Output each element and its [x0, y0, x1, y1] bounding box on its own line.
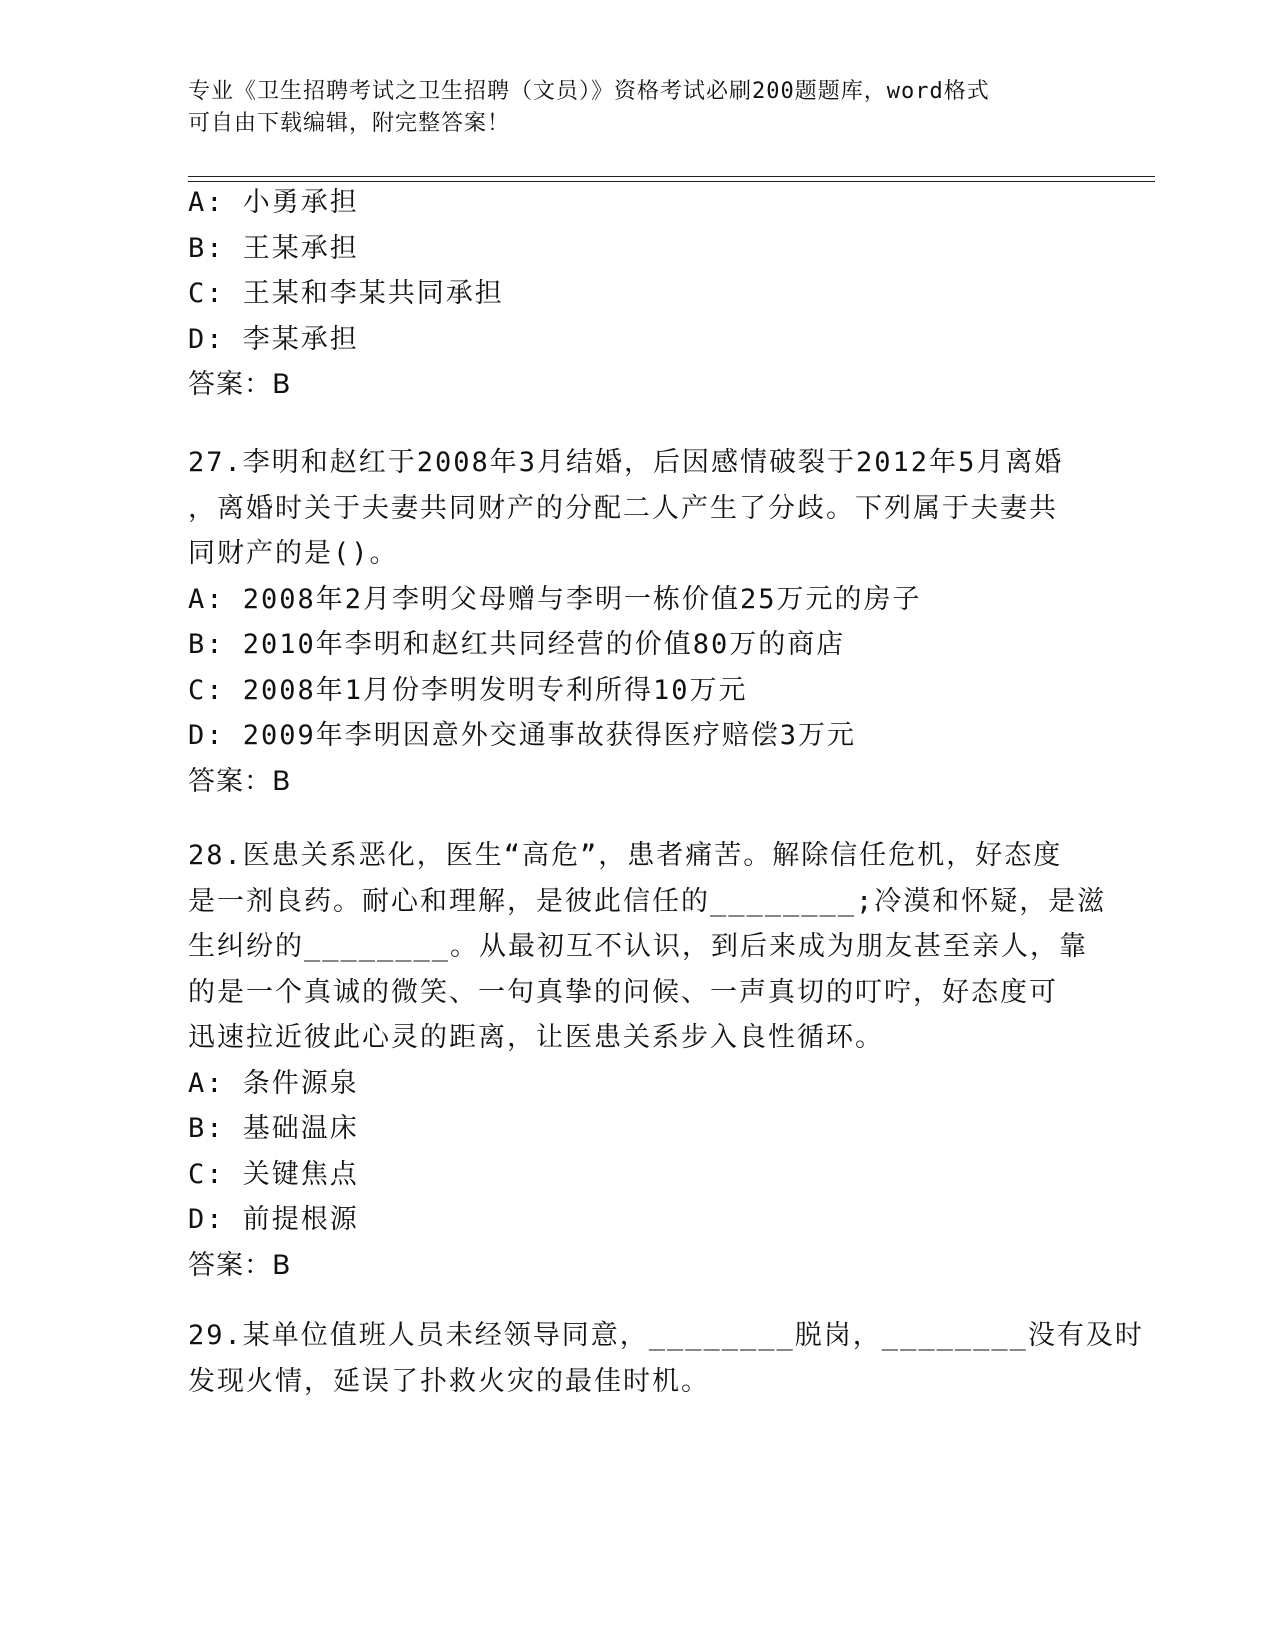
answer: 答案：B: [188, 369, 292, 400]
answer: 答案：B: [188, 765, 292, 797]
option-d: D: 李某承担: [188, 323, 359, 355]
question-text-line: 同财产的是()。: [188, 538, 399, 569]
page-header: [188, 76, 1078, 140]
header-line-1: 专业《卫生招聘考试之卫生招聘（文员）》资格考试必刷200题题库，word格式: [188, 79, 990, 104]
option-a: A: 条件源泉: [188, 1067, 359, 1099]
header-line-2: 可自由下载编辑，附完整答案！: [188, 111, 511, 136]
option-d: D: 前提根源: [188, 1204, 359, 1235]
question-text-line: 发现火情，延误了扑救火灾的最佳时机。: [188, 1365, 710, 1397]
option-d: D: 2009年李明因意外交通事故获得医疗赔偿3万元: [188, 720, 857, 751]
question-text-line: 28.医患关系恶化，医生“高危”，患者痛苦。解除信任危机，好态度: [188, 840, 1063, 871]
question-28: [188, 833, 1107, 1288]
option-b: B: 基础温床: [188, 1113, 359, 1144]
option-a: A: 2008年2月李明父母赠与李明一栋价值25万元的房子: [188, 583, 922, 615]
question-text-line: 迅速拉近彼此心灵的距离，让医患关系步入良性循环。: [188, 1022, 884, 1053]
question-27: [188, 440, 1088, 804]
option-c: C: 关键焦点: [188, 1158, 359, 1190]
header-divider-top: [188, 176, 1155, 177]
option-b: B: 2010年李明和赵红共同经营的价值80万的商店: [188, 629, 846, 660]
option-c: C: 2008年1月份李明发明专利所得10万元: [188, 674, 748, 706]
question-text-line: 29.某单位值班人员未经领导同意，________脱岗，________没有及时: [188, 1320, 1144, 1351]
question-text-line: 的是一个真诚的微笑、一句真挚的问候、一声真切的叮咛，好态度可: [188, 976, 1058, 1008]
question-text-line: 生纠纷的________。从最初互不认识，到后来成为朋友甚至亲人，靠: [188, 931, 1089, 962]
question-29: [188, 1313, 1144, 1404]
option-a: A: 小勇承担: [188, 187, 359, 218]
answer: 答案：B: [188, 1249, 292, 1281]
question-26-tail: [188, 180, 1088, 408]
question-text-line: 是一剂良药。耐心和理解，是彼此信任的________;冷漠和怀疑，是滋: [188, 885, 1107, 917]
option-b: B: 王某承担: [188, 232, 359, 264]
question-text-line: ，离婚时关于夫妻共同财产的分配二人产生了分歧。下列属于夫妻共: [188, 492, 1058, 524]
option-c: C: 王某和李某共同承担: [188, 278, 504, 309]
question-text-line: 27.李明和赵红于2008年3月结婚，后因感情破裂于2012年5月离婚: [188, 447, 1064, 478]
